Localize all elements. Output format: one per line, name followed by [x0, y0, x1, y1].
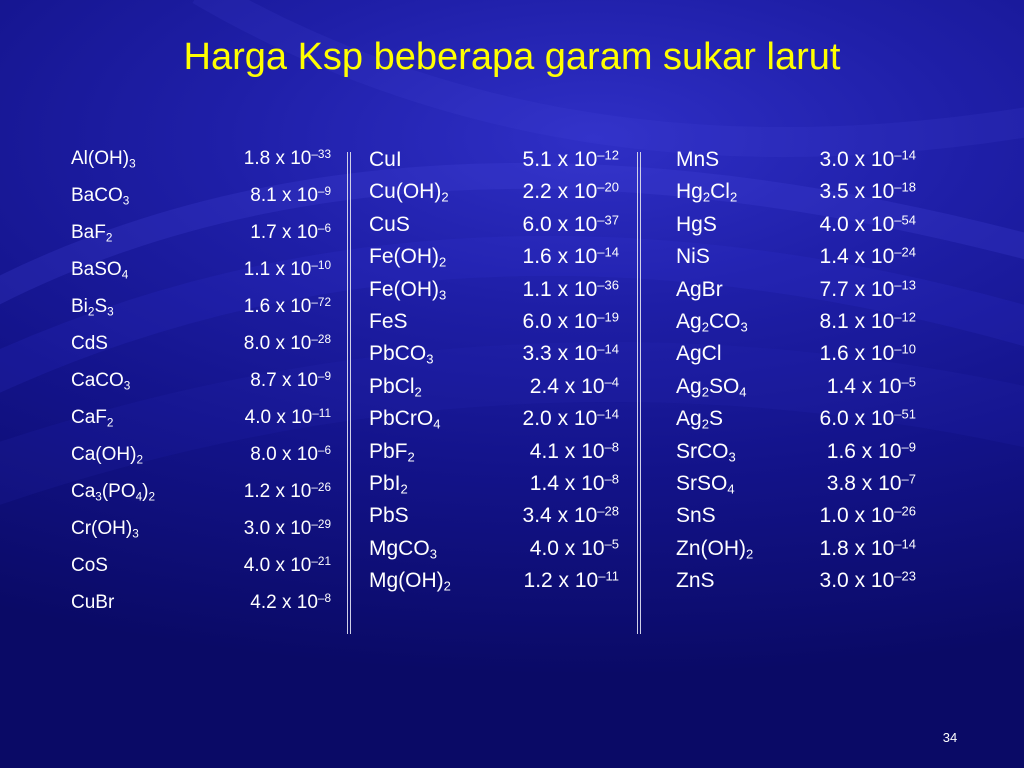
ksp-value: 3.0 x $10^{-29}$	[243, 518, 331, 539]
ksp-value: 1.6 x $10^{-10}$	[819, 341, 916, 366]
ksp-value: 1.4 x $10^{-5}$	[826, 374, 916, 398]
ksp-row	[676, 310, 916, 342]
compound-formula: $Hg_2Cl_2$	[676, 180, 738, 206]
compound-formula: CuI	[369, 148, 402, 171]
ksp-row	[71, 555, 331, 592]
compound-formula: MnS	[676, 148, 720, 171]
ksp-row	[71, 370, 331, 407]
compound-formula: NiS	[676, 245, 710, 269]
ksp-row	[71, 518, 331, 555]
ksp-row	[71, 259, 331, 296]
ksp-value: 4.0 x $10^{-11}$	[244, 407, 331, 428]
ksp-row	[676, 569, 916, 601]
ksp-row	[369, 245, 619, 277]
compound-formula: $Zn(OH)_2$	[676, 536, 754, 562]
compound-formula: CdS	[71, 333, 108, 354]
ksp-value: 3.8 x $10^{-7}$	[826, 471, 916, 495]
compound-formula: BaCO$_3$	[71, 185, 130, 208]
ksp-value: 6.0 x $10^{-37}$	[522, 212, 619, 236]
ksp-row	[71, 333, 331, 370]
ksp-row	[676, 278, 916, 310]
ksp-value: 2.4 x $10^{-4}$	[529, 374, 619, 398]
compound-formula: BaSO$_4$	[71, 259, 129, 282]
ksp-row	[676, 245, 916, 277]
compound-formula: PbCO$_3$	[369, 342, 434, 367]
compound-formula: $Fe(OH)_2$	[369, 245, 447, 270]
ksp-value: 7.7 x $10^{-13}$	[819, 277, 916, 301]
ksp-value: 3.0 x $10^{-23}$	[819, 568, 916, 593]
ksp-value: 1.2 x $10^{-26}$	[243, 481, 331, 502]
ksp-value: 3.3 x $10^{-14}$	[522, 341, 619, 366]
compound-formula: MgCO$_3$	[369, 536, 437, 562]
ksp-row	[369, 213, 619, 245]
ksp-row	[71, 592, 331, 629]
ksp-value: 1.2 x $10^{-11}$	[523, 568, 619, 593]
compound-formula: FeS	[369, 309, 408, 333]
ksp-value: 1.7 x $10^{-6}$	[250, 222, 331, 243]
ksp-value: 2.0 x $10^{-14}$	[522, 406, 619, 431]
compound-formula: CaF$_2$	[71, 407, 114, 430]
compound-formula: $Bi_2S_3$	[71, 296, 114, 319]
compound-formula: $Ag_2S$	[676, 407, 723, 432]
ksp-row	[676, 180, 916, 212]
ksp-column-2	[369, 148, 619, 601]
compound-formula: SnS	[676, 504, 716, 528]
compound-formula: $Ca(OH)_2$	[71, 444, 143, 467]
compound-formula: $Mg(OH)_2$	[369, 569, 451, 594]
ksp-value: 4.0 x $10^{-21}$	[243, 555, 331, 576]
ksp-row	[676, 472, 916, 504]
ksp-row	[369, 407, 619, 439]
ksp-row	[676, 440, 916, 472]
ksp-row	[676, 148, 916, 180]
ksp-row	[369, 180, 619, 212]
ksp-value: 8.0 x $10^{-6}$	[250, 444, 331, 465]
ksp-row	[369, 537, 619, 569]
compound-formula: $Cu(OH)_2$	[369, 180, 449, 206]
ksp-row	[71, 222, 331, 259]
ksp-value: 4.2 x $10^{-8}$	[250, 592, 331, 613]
ksp-value: 3.5 x $10^{-18}$	[819, 179, 916, 204]
ksp-row	[369, 472, 619, 504]
ksp-value: 3.4 x $10^{-28}$	[522, 503, 619, 528]
compound-formula: CoS	[71, 555, 108, 576]
compound-formula: SrCO$_3$	[676, 439, 736, 465]
compound-formula: $Fe(OH)_3$	[369, 277, 447, 303]
ksp-value: 1.8 x $10^{-14}$	[819, 536, 916, 560]
ksp-row	[676, 213, 916, 245]
compound-formula: $Ag_2SO_4$	[676, 374, 747, 400]
compound-formula: PbS	[369, 504, 409, 528]
ksp-row	[676, 375, 916, 407]
ksp-value: 1.1 x $10^{-36}$	[522, 277, 619, 301]
ksp-row	[676, 407, 916, 439]
column-divider-right	[637, 152, 641, 634]
compound-formula: AgCl	[676, 342, 722, 366]
ksp-row	[676, 342, 916, 374]
compound-formula: PbF$_2$	[369, 439, 415, 465]
compound-formula: HgS	[676, 212, 717, 236]
compound-formula: CuBr	[71, 592, 115, 613]
compound-formula: CaCO$_3$	[71, 370, 131, 393]
ksp-value: 4.0 x $10^{-5}$	[529, 536, 619, 560]
ksp-value: 2.2 x $10^{-20}$	[522, 179, 619, 204]
compound-formula: $Ca_3(PO_4)_2$	[71, 481, 156, 504]
ksp-value: 1.6 x $10^{-14}$	[522, 244, 619, 269]
ksp-value: 8.1 x $10^{-9}$	[250, 185, 331, 206]
ksp-value: 1.6 x $10^{-72}$	[243, 296, 331, 317]
ksp-value: 1.4 x $10^{-8}$	[529, 471, 619, 495]
ksp-value: 1.0 x $10^{-26}$	[819, 503, 916, 528]
ksp-row	[71, 481, 331, 518]
ksp-value: 6.0 x $10^{-19}$	[522, 309, 619, 333]
ksp-row	[676, 537, 916, 569]
ksp-column-1	[71, 148, 331, 629]
compound-formula: $Al(OH)_3$	[71, 148, 136, 171]
ksp-value: 1.1 x $10^{-10}$	[243, 259, 331, 280]
ksp-row	[369, 310, 619, 342]
slide-title: Harga Ksp beberapa garam sukar larut	[183, 36, 841, 78]
ksp-value: 8.7 x $10^{-9}$	[250, 370, 331, 391]
compound-formula: $Cr(OH)_3$	[71, 518, 139, 541]
ksp-row	[71, 296, 331, 333]
ksp-row	[71, 148, 331, 185]
ksp-value: 8.1 x $10^{-12}$	[819, 309, 916, 333]
ksp-value: 3.0 x $10^{-14}$	[819, 147, 916, 171]
ksp-row	[71, 185, 331, 222]
compound-formula: ZnS	[676, 569, 715, 593]
ksp-row	[369, 342, 619, 374]
ksp-row	[369, 569, 619, 601]
page-number: 34	[942, 730, 958, 745]
ksp-value: 5.1 x $10^{-12}$	[522, 147, 619, 171]
ksp-row	[369, 278, 619, 310]
ksp-row	[369, 504, 619, 536]
compound-formula: AgBr	[676, 277, 723, 301]
ksp-row	[676, 504, 916, 536]
ksp-row	[369, 148, 619, 180]
ksp-row	[71, 444, 331, 481]
ksp-value: 8.0 x $10^{-28}$	[243, 333, 331, 354]
ksp-value: 4.0 x $10^{-54}$	[819, 212, 916, 236]
column-divider-left	[347, 152, 351, 634]
ksp-row	[369, 440, 619, 472]
ksp-row	[369, 375, 619, 407]
compound-formula: PbCrO$_4$	[369, 407, 441, 432]
compound-formula: BaF$_2$	[71, 222, 113, 245]
ksp-value: 1.8 x $10^{-33}$	[243, 148, 331, 169]
ksp-value: 1.6 x $10^{-9}$	[826, 439, 916, 463]
ksp-value: 4.1 x $10^{-8}$	[529, 439, 619, 463]
ksp-value: 1.4 x $10^{-24}$	[819, 244, 916, 269]
ksp-row	[71, 407, 331, 444]
ksp-column-3	[676, 148, 916, 601]
compound-formula: SrSO$_4$	[676, 471, 735, 497]
compound-formula: PbCl$_2$	[369, 374, 422, 400]
compound-formula: PbI$_2$	[369, 471, 408, 497]
compound-formula: CuS	[369, 212, 410, 236]
compound-formula: $Ag_2CO_3$	[676, 309, 748, 335]
ksp-value: 6.0 x $10^{-51}$	[819, 406, 916, 431]
